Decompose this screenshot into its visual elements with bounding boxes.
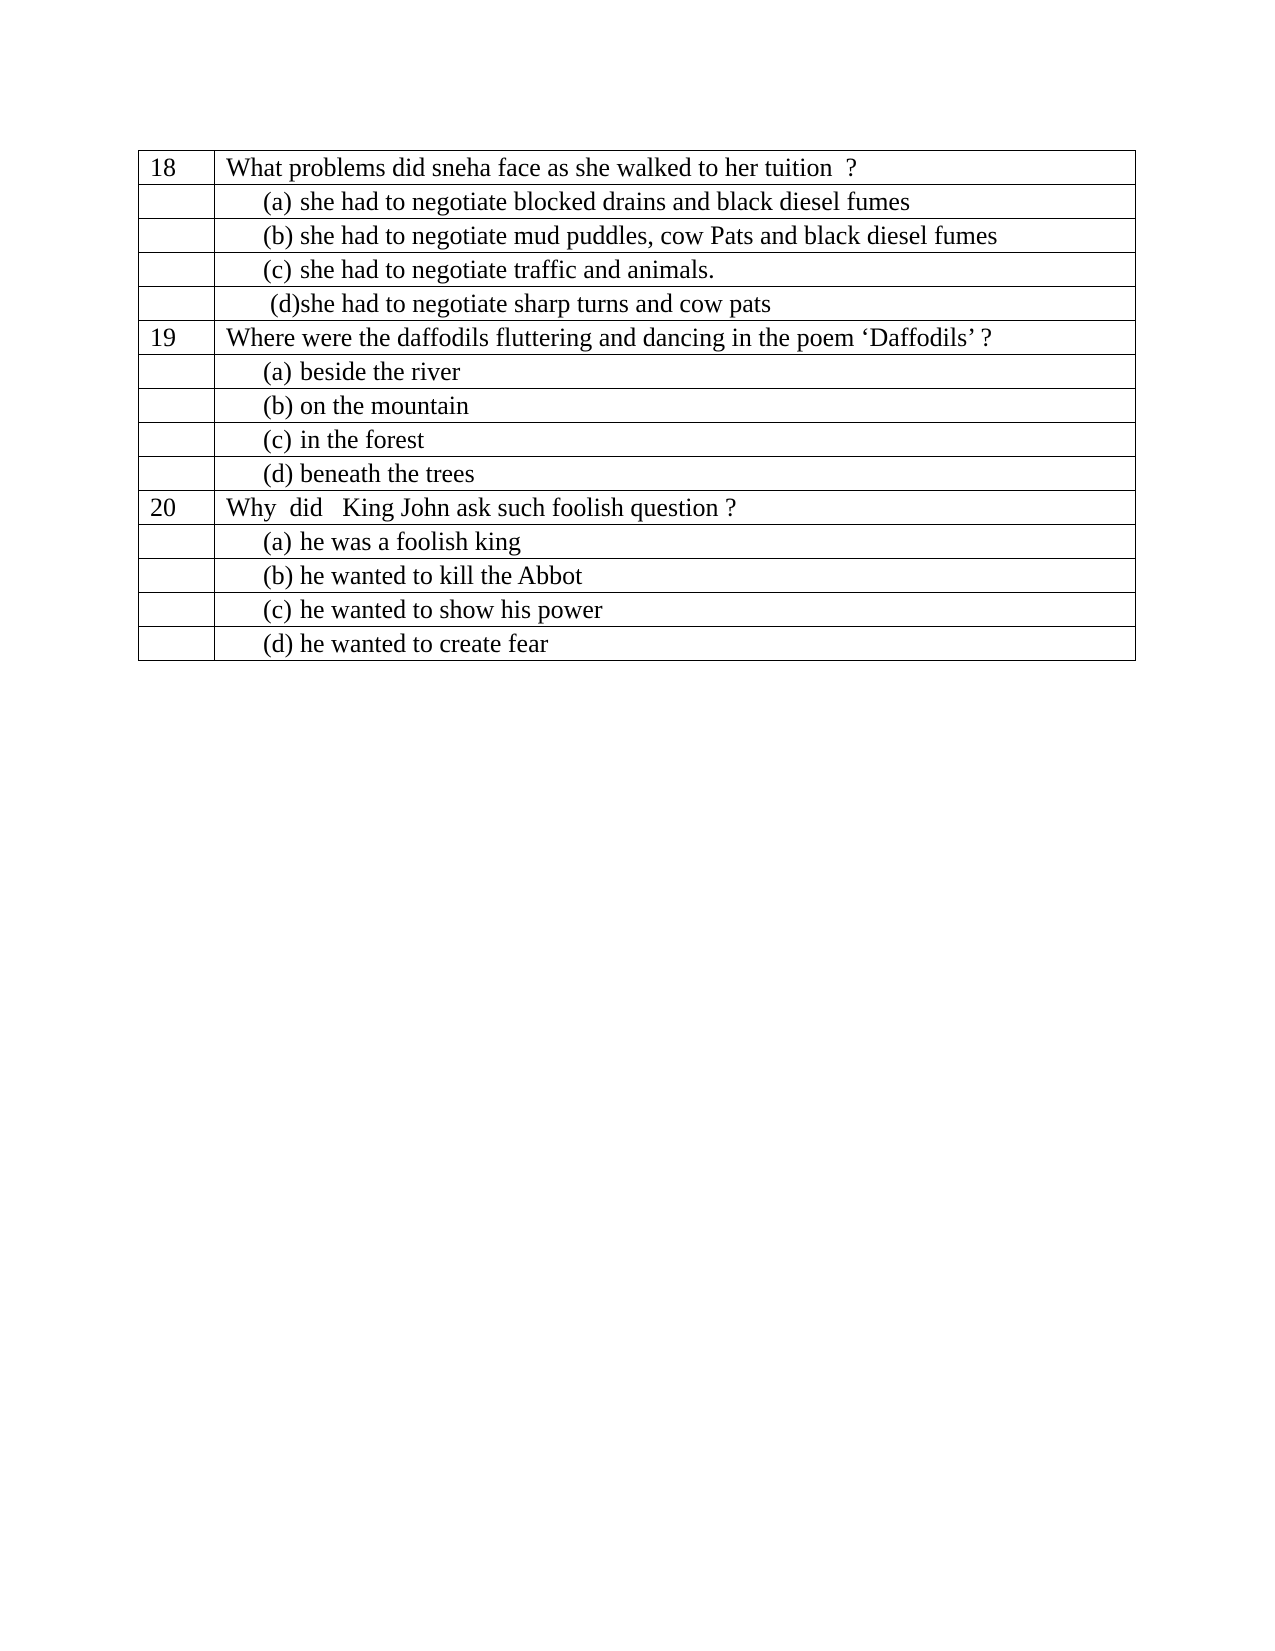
option-cell [215,185,1136,219]
option-cell [215,559,1136,593]
question-number: 18 [139,151,215,185]
option-text: beneath the trees [300,459,475,488]
question-row [139,491,1136,525]
option-letter: (c) [263,425,292,454]
option-text: he wanted to show his power [300,595,603,624]
option-cell [215,423,1136,457]
empty-cell [139,593,215,627]
option-letter: (d) [263,629,294,658]
option-row [139,355,1136,389]
option-letter: (d) [263,459,294,488]
option-text: he wanted to kill the Abbot [300,561,583,590]
option-row [139,389,1136,423]
option-text: he wanted to create fear [300,629,549,658]
option-row [139,287,1136,321]
option-cell [215,593,1136,627]
option-letter: (b) [263,561,294,590]
question-text: Where were the daffodils fluttering and dancing in the poem ‘Daffodils’ ? [215,321,1136,355]
option-row [139,219,1136,253]
empty-cell [139,457,215,491]
empty-cell [139,423,215,457]
empty-cell [139,559,215,593]
empty-cell [139,253,215,287]
question-number: 20 [139,491,215,525]
question-row [139,321,1136,355]
question-number: 19 [139,321,215,355]
option-row [139,253,1136,287]
option-cell [215,389,1136,423]
option-row [139,559,1136,593]
option-text: he was a foolish king [300,527,521,556]
option-text: she had to negotiate traffic and animals. [300,255,715,284]
empty-cell [139,219,215,253]
option-letter: (c) [263,255,292,284]
option-letter: (a) [263,187,292,216]
option-text: she had to negotiate blocked drains and black diesel fumes [300,187,911,216]
option-letter: (c) [263,595,292,624]
option-letter: (d) [270,289,301,318]
empty-cell [139,525,215,559]
empty-cell [139,627,215,661]
option-row [139,593,1136,627]
option-row [139,423,1136,457]
option-text: in the forest [300,425,425,454]
option-letter: (a) [263,527,292,556]
option-row [139,627,1136,661]
empty-cell [139,355,215,389]
empty-cell [139,287,215,321]
question-row [139,151,1136,185]
option-cell [215,525,1136,559]
option-text: she had to negotiate sharp turns and cow pats [300,289,772,318]
option-cell [215,253,1136,287]
empty-cell [139,185,215,219]
option-cell [215,287,1136,321]
option-cell [215,355,1136,389]
question-text: Why did King John ask such foolish question ? [215,491,1136,525]
option-letter: (a) [263,357,292,386]
option-letter: (b) [263,221,294,250]
option-text: on the mountain [300,391,469,420]
option-text: beside the river [300,357,461,386]
option-row [139,457,1136,491]
question-table [138,150,1136,661]
option-letter: (b) [263,391,294,420]
option-cell [215,219,1136,253]
question-text: What problems did sneha face as she walked to her tuition ? [215,151,1136,185]
option-cell [215,627,1136,661]
option-row [139,185,1136,219]
option-cell [215,457,1136,491]
empty-cell [139,389,215,423]
option-text: she had to negotiate mud puddles, cow Pats and black diesel fumes [300,221,998,250]
option-row [139,525,1136,559]
